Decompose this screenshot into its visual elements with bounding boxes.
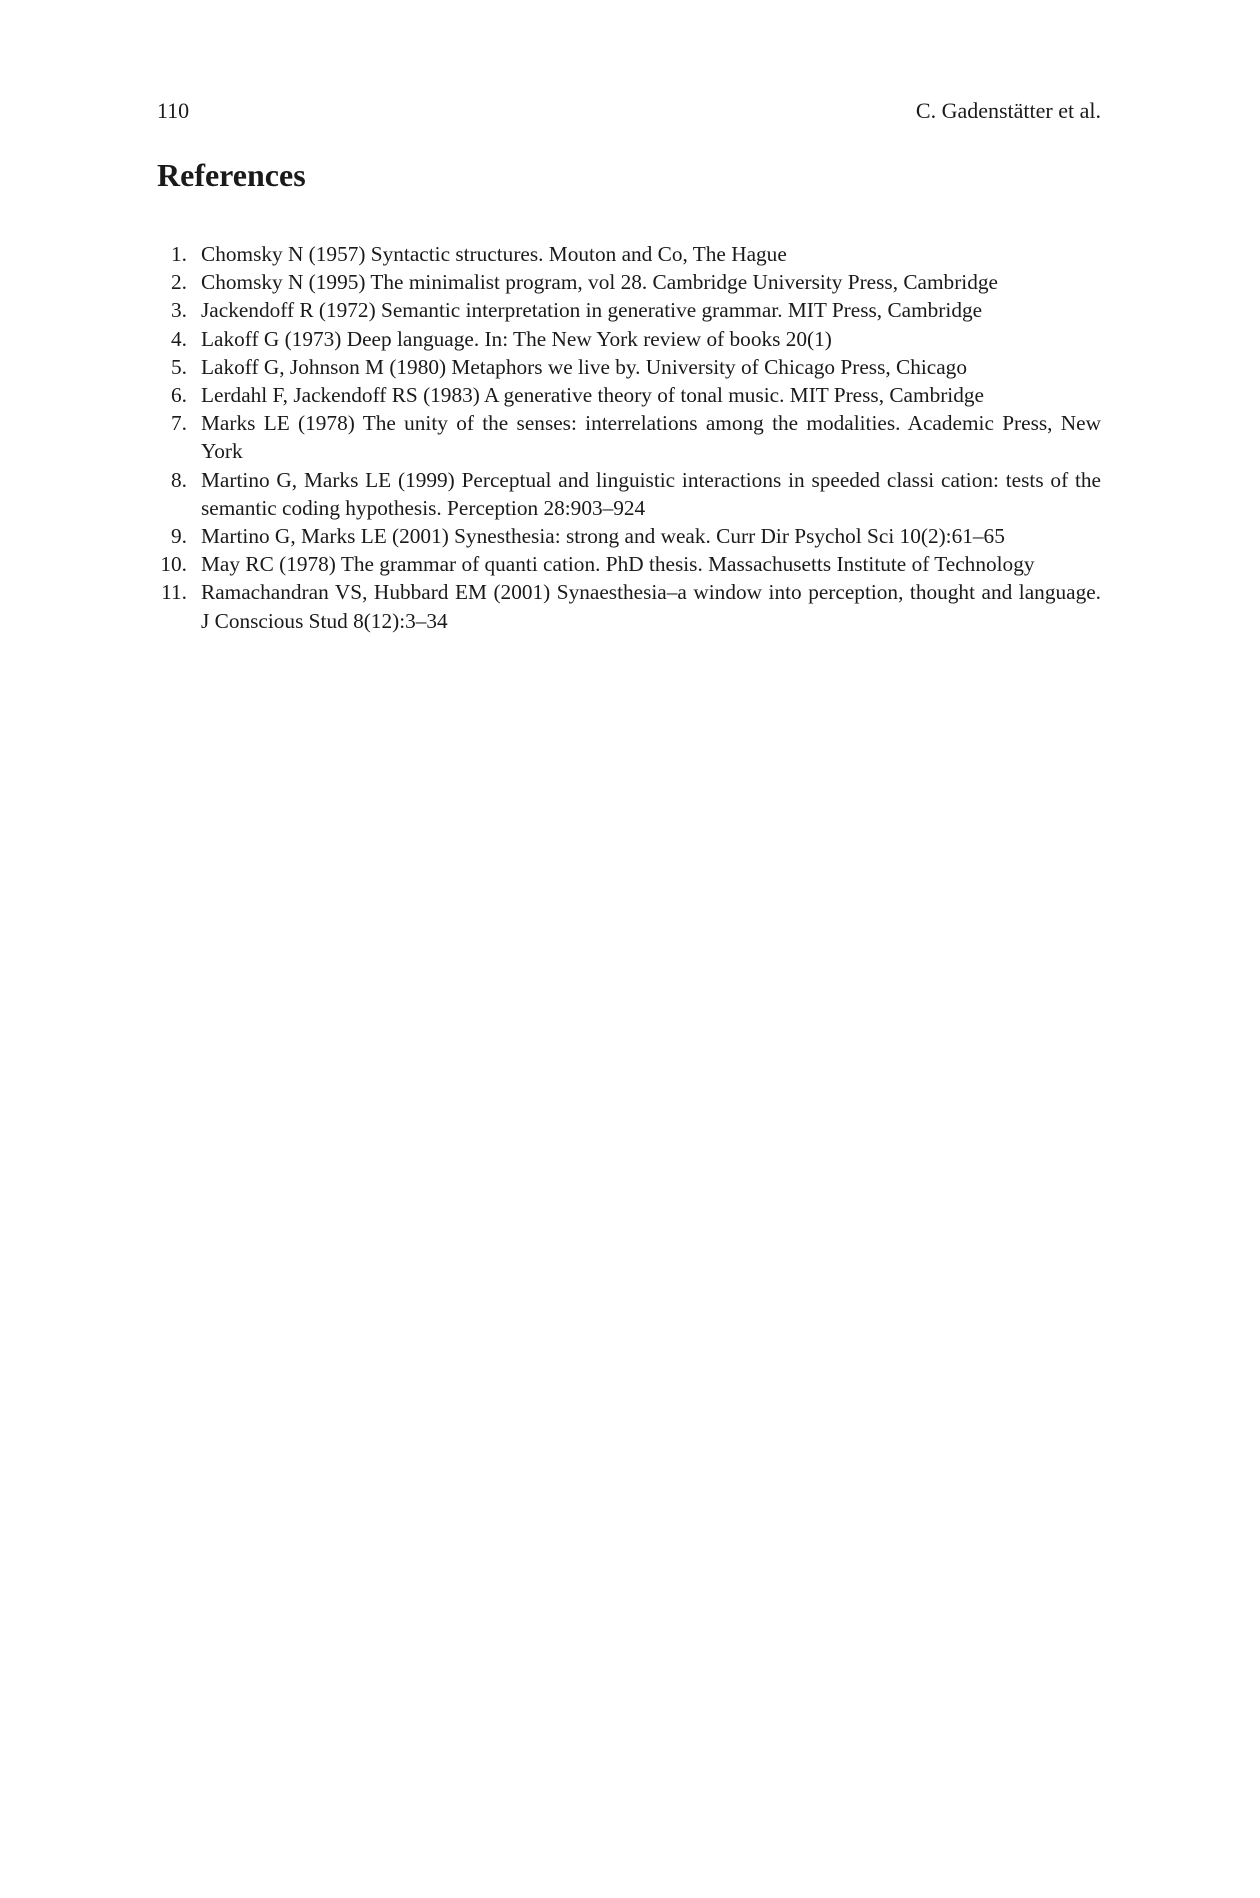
reference-number: 4. [171,326,187,351]
reference-text: Chomsky N (1995) The minimalist program, vol 28. Cambridge University Press, Cambridge [201,270,998,295]
reference-item [157,325,1101,353]
reference-item [157,466,1101,522]
reference-item [157,381,1101,409]
reference-text: Lakoff G, Johnson M (1980) Metaphors we live by. University of Chicago Press, Chicago [201,354,967,379]
reference-item [157,296,1101,324]
reference-text: May RC (1978) The grammar of quanti cation. PhD thesis. Massachusetts Institute of Technology [201,552,1035,577]
reference-number: 9. [171,524,187,549]
reference-text: Ramachandran VS, Hubbard EM (2001) Synaesthesia–a window into perception, thought and language. J Conscious Stud 8(12):3–34 [201,580,1101,633]
running-head: C. Gadenstätter et al. [915,98,1101,123]
reference-number: 5. [171,354,187,379]
reference-item [157,409,1101,465]
reference-text: Lerdahl F, Jackendoff RS (1983) A generative theory of tonal music. MIT Press, Cambridge [201,383,984,408]
reference-text: Martino G, Marks LE (2001) Synesthesia: strong and weak. Curr Dir Psychol Sci 10(2):61–65 [201,524,1005,549]
reference-text: Chomsky N (1957) Syntactic structures. Mouton and Co, The Hague [201,242,787,266]
reference-number: 6. [171,383,187,408]
reference-list [157,240,1101,635]
reference-number: 10. [160,552,187,577]
reference-number: 7. [171,411,187,436]
page-header [157,94,1101,128]
reference-text: Lakoff G (1973) Deep language. In: The New York review of books 20(1) [201,326,832,351]
reference-item [157,353,1101,381]
reference-number: 2. [171,270,187,295]
reference-number: 8. [171,467,187,492]
page-number: 110 [157,98,190,123]
reference-number: 11. [161,580,187,605]
reference-item [157,550,1101,578]
reference-text: Martino G, Marks LE (1999) Perceptual and linguistic interactions in speeded classi cation: tests of the semantic coding hypothesis. Perception 28:903–924 [201,467,1101,520]
reference-item [157,522,1101,550]
reference-item [157,268,1101,296]
reference-item [157,578,1101,634]
reference-text: Jackendoff R (1972) Semantic interpretation in generative grammar. MIT Press, Cambridge [201,298,983,323]
section-title: References [157,157,306,193]
reference-item [157,240,1101,268]
reference-number: 1. [171,242,187,266]
reference-number: 3. [171,298,187,323]
reference-text: Marks LE (1978) The unity of the senses: interrelations among the modalities. Academic Press, New York [201,411,1101,464]
